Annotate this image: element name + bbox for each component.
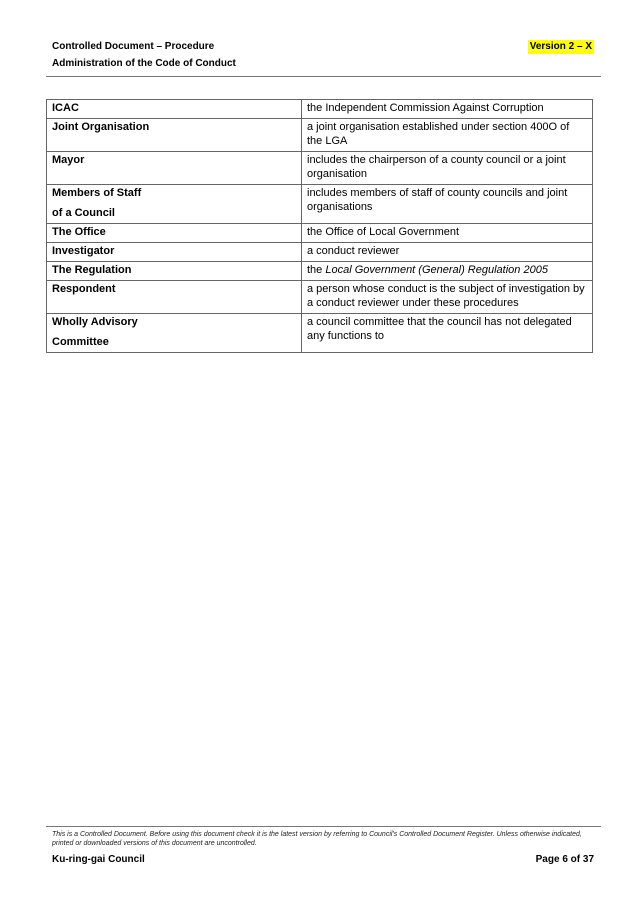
term-cell (47, 185, 302, 224)
page-number: Page 6 of 37 (535, 854, 594, 865)
term-label: Investigator (52, 245, 115, 257)
term-label: ICAC (52, 102, 79, 114)
definition-cell: the Independent Commission Against Corruption (302, 100, 593, 119)
controlled-document-notice: This is a Controlled Document. Before using this document check it is the latest version by referring to Council's Controlled Document Register. Unless otherwise indicated, printed or downloaded versions of this document are uncontrolled. (52, 831, 582, 847)
definition-cell: a joint organisation established under section 400O of the LGA (302, 119, 593, 152)
definition-cell: a person whose conduct is the subject of investigation by a conduct reviewer under these procedures (302, 281, 593, 314)
table-row (47, 100, 593, 119)
regulation-title: Local Government (General) Regulation 2005 (325, 264, 548, 276)
term-label: Wholly Advisory (52, 316, 138, 328)
definition-cell (302, 262, 593, 281)
definition-cell: the Office of Local Government (302, 224, 593, 243)
term-cell (47, 314, 302, 353)
term-label: Joint Organisation (52, 121, 150, 133)
table-row (47, 262, 593, 281)
version-badge: Version 2 – X (529, 41, 592, 52)
term-label: The Regulation (52, 264, 132, 276)
term-label-continued: of a Council (52, 207, 115, 219)
organisation-name: Ku-ring-gai Council (52, 854, 145, 865)
term-cell (47, 152, 302, 185)
table-row (47, 119, 593, 152)
term-cell (47, 281, 302, 314)
definition-cell: a conduct reviewer (302, 243, 593, 262)
table-row (47, 314, 593, 353)
term-cell (47, 243, 302, 262)
term-cell (47, 100, 302, 119)
definition-cell: includes the chairperson of a county council or a joint organisation (302, 152, 593, 185)
table-row (47, 152, 593, 185)
table-row (47, 185, 593, 224)
document-title: Administration of the Code of Conduct (52, 58, 236, 69)
term-label: The Office (52, 226, 106, 238)
term-cell (47, 119, 302, 152)
definition-cell: a council committee that the council has not delegated any functions to (302, 314, 593, 353)
footer-divider (46, 826, 601, 827)
term-label-continued: Committee (52, 336, 109, 348)
table-row (47, 281, 593, 314)
definition-prefix: the (307, 264, 326, 276)
table-row (47, 224, 593, 243)
term-cell (47, 224, 302, 243)
term-label: Mayor (52, 154, 85, 166)
header-divider (46, 76, 601, 77)
table-row (47, 243, 593, 262)
term-cell (47, 262, 302, 281)
definition-cell: includes members of staff of county councils and joint organisations (302, 185, 593, 224)
definitions-table (46, 99, 593, 353)
term-label: Members of Staff (52, 187, 142, 199)
document-type: Controlled Document – Procedure (52, 41, 215, 52)
term-label: Respondent (52, 283, 116, 295)
